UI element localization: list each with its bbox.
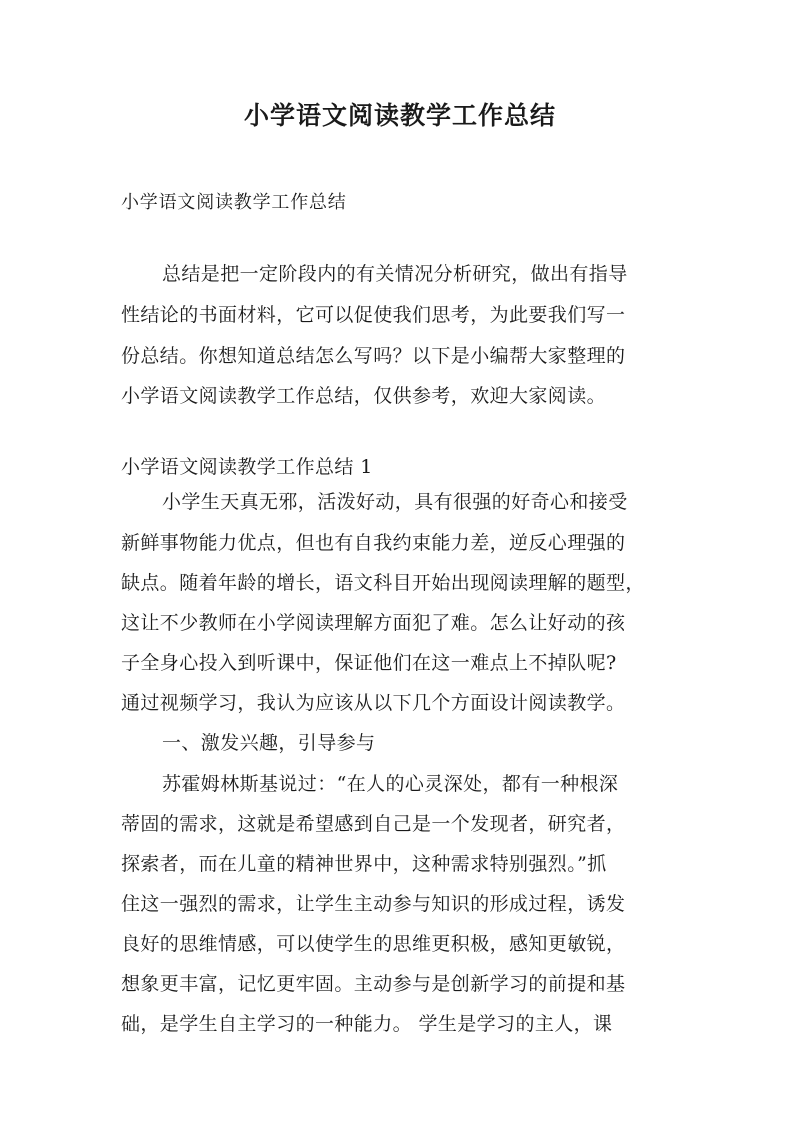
document-subtitle: 小学语文阅读教学工作总结	[121, 192, 347, 213]
paragraph-line: 通过视频学习，我认为应该从以下几个方面设计阅读教学。	[121, 692, 626, 714]
paragraph-line: 住这一强烈的需求，让学生主动参与知识的形成过程，诱发	[121, 893, 626, 915]
paragraph-line: 良好的思维情感，可以使学生的思维更积极，感知更敏锐，	[121, 933, 626, 955]
subheading: 一、激发兴趣，引导参与	[162, 732, 376, 754]
paragraph-line: 份总结。你想知道总结怎么写吗？以下是小编帮大家整理的	[121, 345, 626, 367]
paragraph-line: 性结论的书面材料，它可以促使我们思考，为此要我们写一	[121, 304, 626, 326]
paragraph-line: 子全身心投入到听课中，保证他们在这一难点上不掉队呢?	[121, 652, 617, 674]
document-title: 小学语文阅读教学工作总结	[243, 101, 556, 130]
paragraph-line: 这让不少教师在小学阅读理解方面犯了难。怎么让好动的孩	[121, 612, 626, 634]
paragraph-line: 小学生天真无邪，活泼好动，具有很强的好奇心和接受	[162, 491, 628, 513]
paragraph-line: 苏霍姆林斯基说过：“在人的心灵深处，都有一种根深	[162, 773, 619, 795]
paragraph-line: 想象更丰富，记忆更牢固。主动参与是创新学习的前提和基	[121, 973, 626, 995]
paragraph-line: 总结是把一定阶段内的有关情况分析研究，做出有指导	[162, 263, 628, 285]
section-heading: 小学语文阅读教学工作总结 1	[121, 456, 373, 478]
paragraph-line: 小学语文阅读教学工作总结，仅供参考，欢迎大家阅读。	[121, 385, 607, 407]
paragraph-line: 探索者，而在儿童的精神世界中，这种需求特别强烈。”抓	[121, 853, 607, 875]
paragraph-line: 蒂固的需求，这就是希望感到自己是一个发现者，研究者，	[121, 813, 626, 835]
paragraph-line: 缺点。随着年龄的增长，语文科目开始出现阅读理解的题型，	[121, 572, 645, 594]
paragraph-line: 础，是学生自主学习的一种能力。 学生是学习的主人，课	[121, 1013, 613, 1035]
paragraph-line: 新鲜事物能力优点，但也有自我约束能力差，逆反心理强的	[121, 532, 626, 554]
